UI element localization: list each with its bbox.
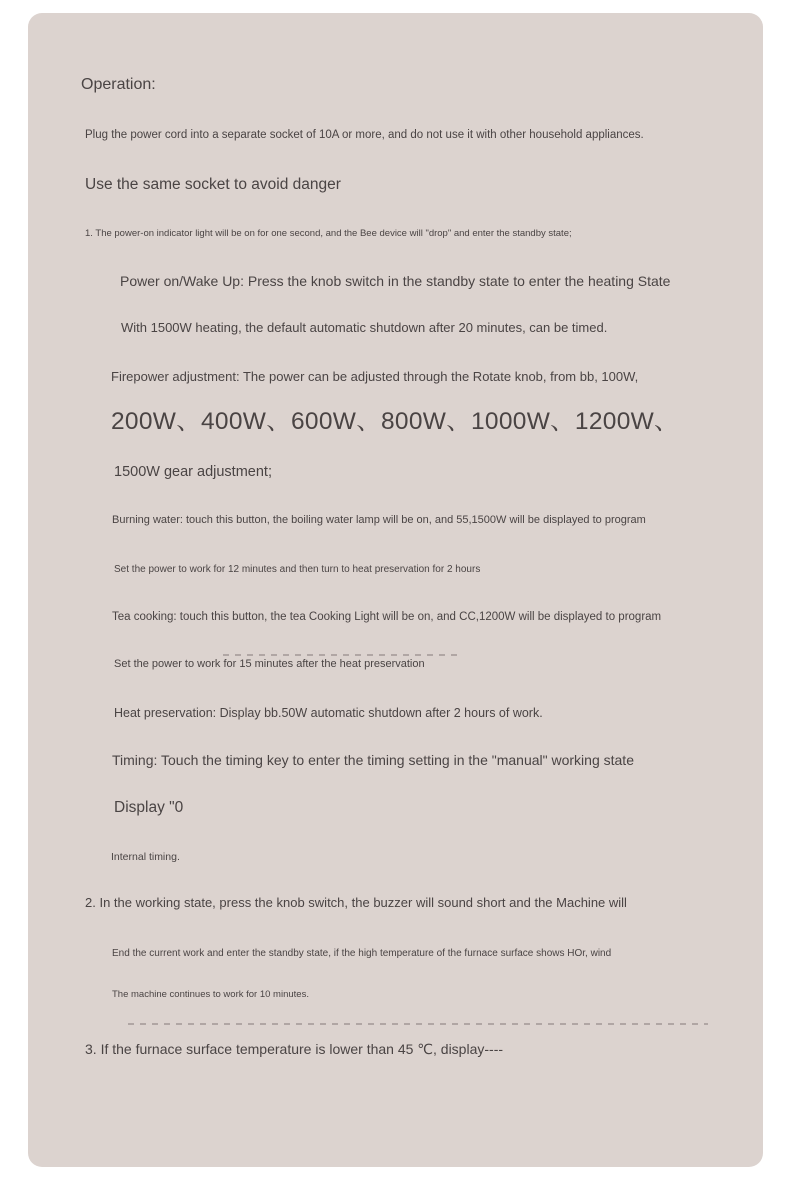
instruction-line: Set the power to work for 15 minutes after the heat preservation (114, 658, 425, 670)
operation-heading: Operation: (81, 76, 156, 93)
instruction-line: Timing: Touch the timing key to enter the timing setting in the "manual" working state (112, 752, 634, 768)
clipped-text-fragment (128, 1023, 708, 1025)
instruction-line: 3. If the furnace surface temperature is lower than 45 ℃, display---- (85, 1041, 504, 1057)
power-levels-line: 200W、400W、600W、800W、1000W、1200W、 (111, 408, 679, 435)
instruction-line: 2. In the working state, press the knob switch, the buzzer will sound short and the Machine will (85, 895, 627, 910)
instruction-line: Firepower adjustment: The power can be adjusted through the Rotate knob, from bb, 100W, (111, 369, 639, 384)
instruction-line: Set the power to work for 12 minutes and then turn to heat preservation for 2 hours (114, 564, 481, 575)
instructions-card (28, 13, 763, 1167)
instruction-line: 1500W gear adjustment; (114, 464, 272, 480)
instruction-line: Burning water: touch this button, the boiling water lamp will be on, and 55,1500W will be displayed to program (112, 514, 646, 526)
instruction-line: End the current work and enter the standby state, if the high temperature of the furnace surface shows HOr, wind (112, 948, 612, 959)
instruction-line: Display "0 (114, 799, 184, 816)
instruction-line: The machine continues to work for 10 minutes. (112, 989, 309, 1000)
instruction-line: Power on/Wake Up: Press the knob switch in the standby state to enter the heating State (120, 273, 671, 289)
clipped-text-fragment (223, 654, 463, 656)
instruction-line: Heat preservation: Display bb.50W automatic shutdown after 2 hours of work. (114, 706, 543, 720)
instruction-line: With 1500W heating, the default automatic shutdown after 20 minutes, can be timed. (121, 320, 608, 335)
instruction-line: Tea cooking: touch this button, the tea Cooking Light will be on, and CC,1200W will be displayed to program (112, 611, 662, 623)
instruction-line: Use the same socket to avoid danger (85, 176, 341, 193)
instruction-line: 1. The power-on indicator light will be on for one second, and the Bee device will "drop" and enter the standby state; (85, 228, 572, 239)
instruction-line: Internal timing. (111, 851, 180, 863)
instruction-line: Plug the power cord into a separate socket of 10A or more, and do not use it with other household appliances. (85, 129, 644, 141)
